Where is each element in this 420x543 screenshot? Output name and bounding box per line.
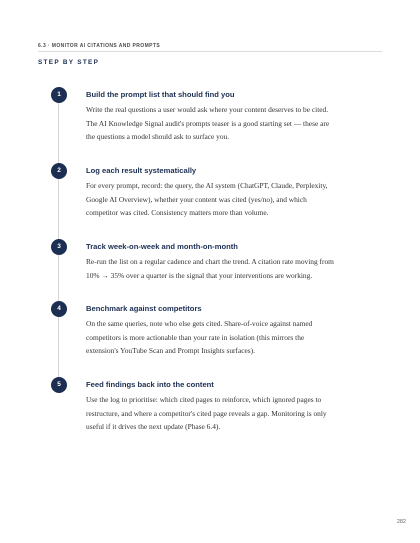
step-description-line: extension's YouTube Scan and Prompt Insights surfaces). bbox=[86, 346, 255, 355]
page-number: 282 bbox=[396, 519, 406, 525]
step-title: Feed findings back into the content bbox=[86, 380, 214, 389]
header-divider bbox=[38, 51, 382, 52]
step-description-line: On the same queries, note who else gets cited. Share-of-voice against named bbox=[86, 319, 313, 328]
section-label: STEP BY STEP bbox=[38, 59, 100, 66]
step-description bbox=[86, 103, 382, 144]
step-description-line: For every prompt, record: the query, the AI system (ChatGPT, Claude, Perplexity, bbox=[86, 181, 328, 190]
step-title: Build the prompt list that should find you bbox=[86, 90, 235, 99]
running-head: 6.3 · MONITOR AI CITATIONS AND PROMPTS bbox=[38, 43, 161, 49]
step-number-badge: 5 bbox=[51, 377, 67, 393]
step-description-line: the questions a model should ask to surface you. bbox=[86, 132, 230, 141]
step-number-badge: 2 bbox=[51, 163, 67, 179]
step-description-line: restructure, and where a competitor's cited page reveals a gap. Monitoring is only bbox=[86, 408, 327, 418]
step-description-line: useful if it drives the next update (Phase 6.4). bbox=[86, 422, 221, 431]
step-description-line: Google AI Overview), whether your content was cited (yes/no), and which bbox=[86, 194, 307, 204]
step-number-badge: 3 bbox=[51, 239, 67, 255]
step-description bbox=[86, 393, 382, 434]
step-number-badge: 1 bbox=[51, 87, 67, 103]
step-description-line: The AI Knowledge Signal audit's prompts teaser is a good starting set — these are bbox=[86, 118, 330, 128]
step-description-line: Use the log to prioritise: which cited pages to reinforce, which ignored pages to bbox=[86, 395, 322, 404]
step-description bbox=[86, 317, 382, 358]
step-description bbox=[86, 179, 382, 220]
step-description-line: Re-run the list on a regular cadence and chart the trend. A citation rate moving from bbox=[86, 257, 334, 266]
step-number-badge: 4 bbox=[51, 301, 67, 317]
step-title: Benchmark against competitors bbox=[86, 304, 202, 313]
step-description-line: 10% → 35% over a quarter is the signal that your interventions are working. bbox=[86, 270, 313, 280]
step-description-line: competitor was cited. Consistency matters more than volume. bbox=[86, 208, 269, 217]
step-description-line: Write the real questions a user would ask where your content deserves to be cited. bbox=[86, 105, 329, 114]
step-title: Track week-on-week and month-on-month bbox=[86, 242, 238, 251]
step-title: Log each result systematically bbox=[86, 166, 197, 175]
step-description bbox=[86, 255, 382, 282]
step-description-line: competitors is more actionable than your rate in isolation (this mirrors the bbox=[86, 332, 305, 342]
